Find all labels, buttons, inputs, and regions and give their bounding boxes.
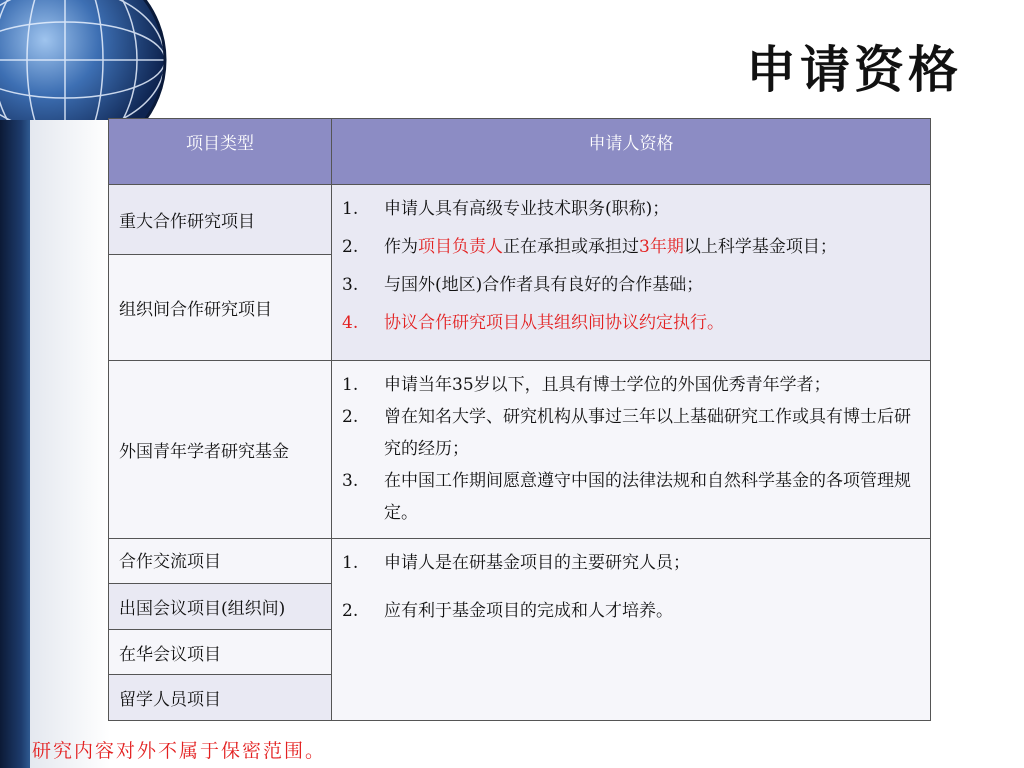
table-row bbox=[109, 185, 931, 255]
project-type-cell: 外国青年学者研究基金 bbox=[109, 361, 332, 539]
qualification-list bbox=[342, 193, 916, 339]
footer-note: 研究内容对外不属于保密范围。 bbox=[32, 740, 327, 762]
qualification-cell bbox=[332, 539, 931, 721]
project-type-cell: 合作交流项目 bbox=[109, 539, 332, 584]
list-item: 3. 与国外(地区)合作者具有良好的合作基础； bbox=[342, 275, 704, 295]
list-item: 2. 曾在知名大学、研究机构从事过三年以上基础研究工作或具有博士后研究的经历； bbox=[342, 407, 911, 459]
table-header-row bbox=[109, 119, 931, 185]
qualification-cell bbox=[332, 185, 931, 361]
list-item: 3. 在中国工作期间愿意遵守中国的法律法规和自然科学基金的各项管理规定。 bbox=[342, 471, 911, 523]
table-row bbox=[109, 361, 931, 539]
header-project-type: 项目类型 bbox=[109, 119, 332, 185]
table-row bbox=[109, 539, 931, 584]
project-type-cell: 在华会议项目 bbox=[109, 630, 332, 675]
qualification-list bbox=[342, 547, 916, 627]
qualification-list bbox=[342, 369, 916, 529]
list-item: 2. 应有利于基金项目的完成和人才培养。 bbox=[342, 601, 673, 621]
project-type-cell: 留学人员项目 bbox=[109, 675, 332, 721]
left-decor-fade bbox=[30, 120, 110, 768]
highlight-text: 项目负责人 bbox=[418, 237, 503, 257]
project-type-cell: 重大合作研究项目 bbox=[109, 185, 332, 255]
eligibility-table bbox=[108, 118, 931, 721]
list-item: 1. 申请当年35岁以下，且具有博士学位的外国优秀青年学者； bbox=[342, 375, 831, 395]
header-applicant-qualification: 申请人资格 bbox=[332, 119, 931, 185]
qualification-cell bbox=[332, 361, 931, 539]
list-item: 1. 申请人具有高级专业技术职务(职称)； bbox=[342, 199, 670, 219]
list-item: 2. 作为项目负责人正在承担或承担过3年期以上科学基金项目； bbox=[342, 237, 837, 257]
project-type-cell: 组织间合作研究项目 bbox=[109, 255, 332, 361]
slide-title: 申请资格 bbox=[746, 40, 962, 99]
list-item: 1. 申请人是在研基金项目的主要研究人员； bbox=[342, 553, 690, 573]
list-item: 4. 协议合作研究项目从其组织间协议约定执行。 bbox=[342, 313, 724, 333]
highlight-text: 3年期 bbox=[639, 237, 684, 257]
left-decor-band bbox=[0, 120, 30, 768]
project-type-cell: 出国会议项目(组织间) bbox=[109, 584, 332, 630]
